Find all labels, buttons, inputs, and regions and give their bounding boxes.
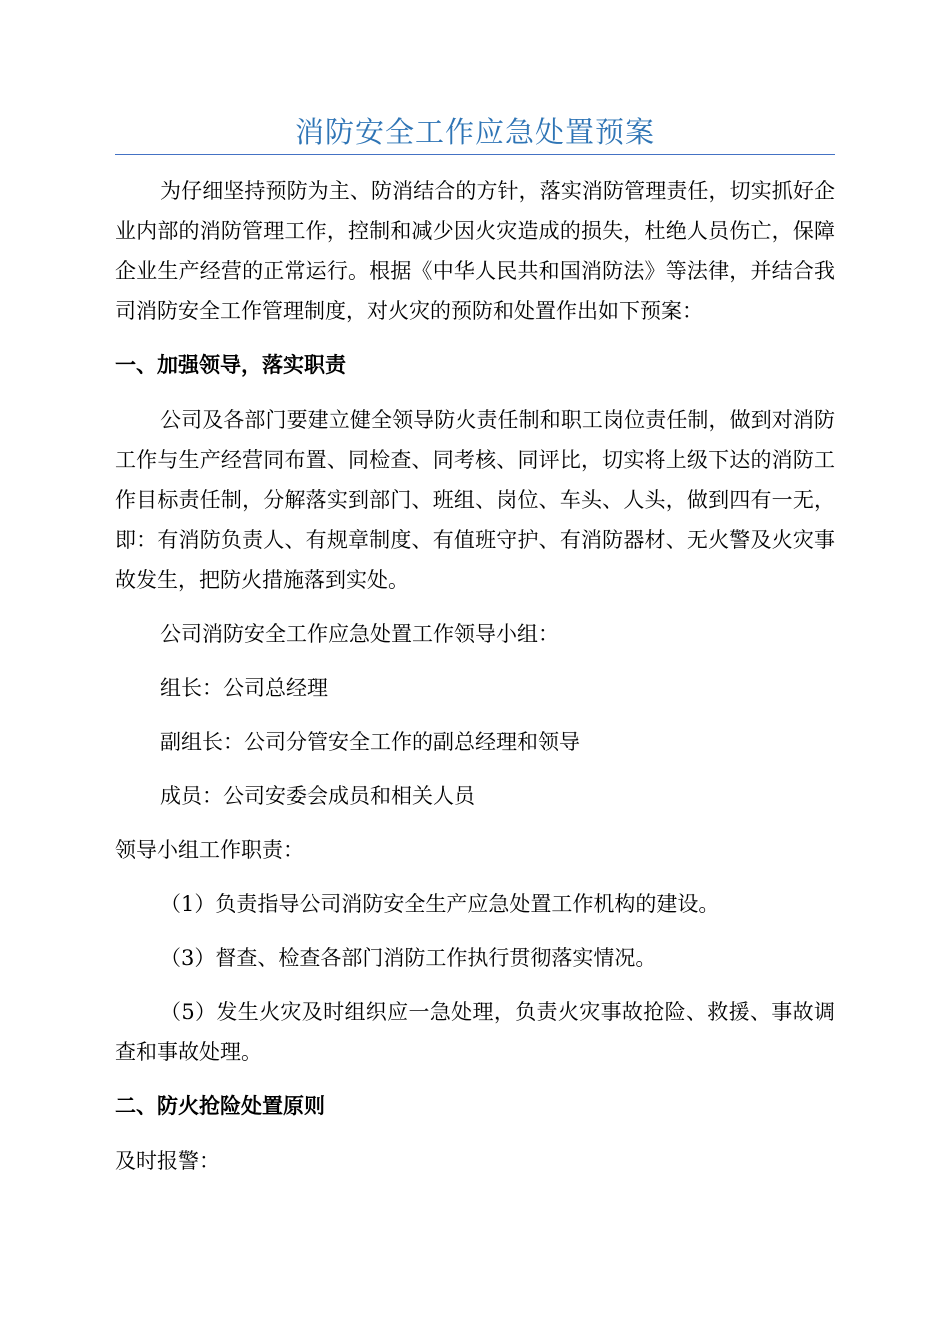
title-underline [115, 154, 835, 155]
document-title: 消防安全工作应急处置预案 [294, 115, 655, 149]
group-leader: 组长：公司总经理 [160, 676, 328, 700]
duty-item-1: （1）负责指导公司消防安全生产应急处置工作机构的建设。 [160, 892, 720, 916]
section-1-paragraph: 公司及各部门要建立健全领导防火责任制和职工岗位责任制，做到对消防工作与生产经营同布置、同检查、同考核、同评比，切实将上级下达的消防工作目标责任制，分解落实到部门、班组、岗位、车头、人头，做到四有一无，即：有消防负责人、有规章制度、有值班守护、有消防器材、无火警及火灾事故发生，把防火措施落到实处。 [115, 408, 835, 592]
duty-item-3: （3）督查、检查各部门消防工作执行贯彻落实情况。 [160, 946, 657, 970]
duties-title: 领导小组工作职责： [115, 838, 304, 862]
group-title: 公司消防安全工作应急处置工作领导小组： [160, 622, 559, 646]
document-body [115, 171, 835, 1181]
section-2-heading: 二、防火抢险处置原则 [115, 1093, 325, 1118]
section-2-item-alarm: 及时报警： [115, 1149, 220, 1173]
group-deputy: 副组长：公司分管安全工作的副总经理和领导 [160, 730, 580, 754]
intro-paragraph: 为仔细坚持预防为主、防消结合的方针，落实消防管理责任，切实抓好企业内部的消防管理工作，控制和减少因火灾造成的损失，杜绝人员伤亡，保障企业生产经营的正常运行。根据《中华人民共和国消防法》等法律，并结合我司消防安全工作管理制度，对火灾的预防和处置作出如下预案： [115, 179, 835, 323]
section-1-heading: 一、加强领导，落实职责 [115, 352, 346, 377]
duty-item-5: （5）发生火灾及时组织应一急处理，负责火灾事故抢险、救援、事故调查和事故处理。 [115, 1000, 835, 1064]
group-members: 成员：公司安委会成员和相关人员 [160, 784, 475, 808]
